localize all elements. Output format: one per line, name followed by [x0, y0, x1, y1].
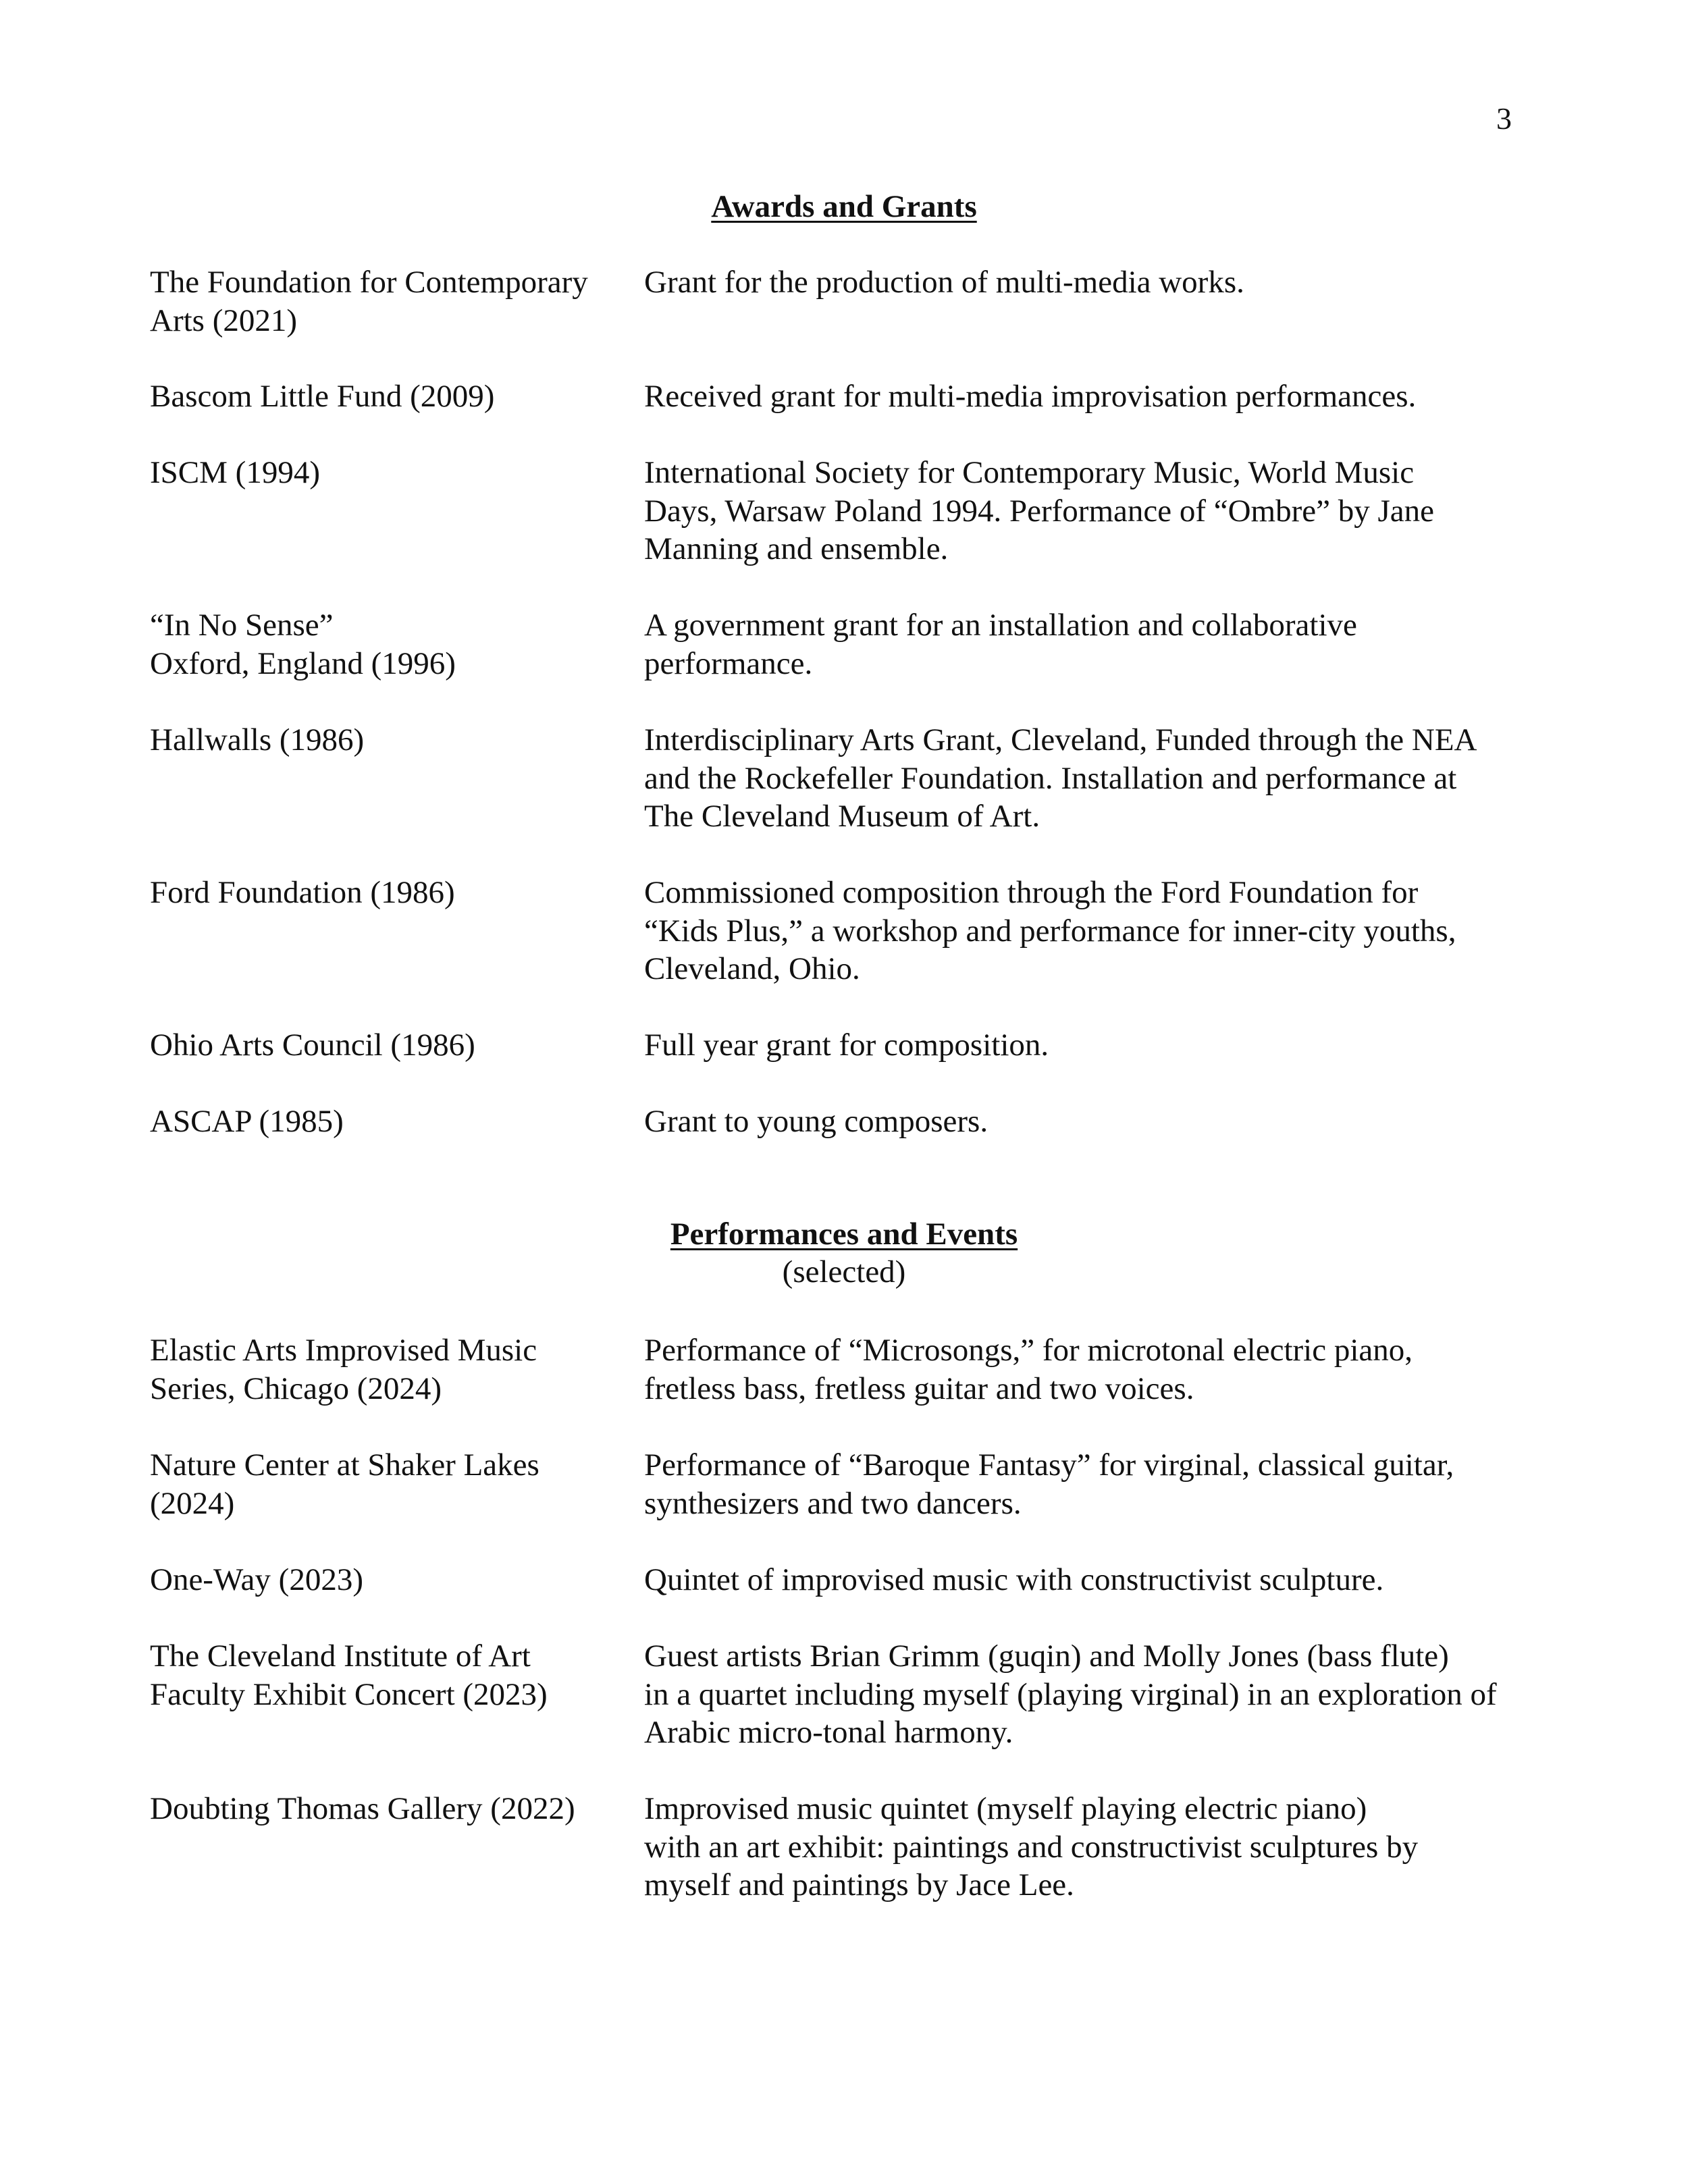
award-name: Ohio Arts Council (1986) — [150, 1028, 475, 1063]
award-description: Full year grant for composition. — [644, 1028, 1049, 1063]
award-name: ASCAP (1985) — [150, 1104, 344, 1139]
award-name: Ford Foundation (1986) — [150, 875, 455, 910]
award-description: Grant for the production of multi-media works. — [644, 265, 1244, 300]
page-number: 3 — [1496, 101, 1512, 136]
performance-description: Improvised music quintet (myself playing electric piano) with an art exhibit: paintings and constructivist sculptures by myself and paintings by Jace Lee. — [644, 1791, 1419, 1902]
award-name: Bascom Little Fund (2009) — [150, 379, 495, 414]
awards-list — [150, 263, 1541, 1143]
award-entry — [150, 606, 1541, 721]
award-description: A government grant for an installation and collaborative performance. — [644, 608, 1357, 681]
award-entry — [150, 1026, 1541, 1102]
performance-entry — [150, 1446, 1541, 1561]
award-name: Hallwalls (1986) — [150, 722, 365, 757]
award-description: Commissioned composition through the Ford Foundation for “Kids Plus,” a workshop and performance for inner-city youths, Cleveland, Ohio. — [644, 875, 1456, 986]
award-name: The Foundation for Contemporary Arts (2021) — [150, 265, 588, 338]
award-entry — [150, 454, 1541, 606]
performance-description: Quintet of improvised music with constructivist sculpture. — [644, 1562, 1384, 1597]
performances-list — [150, 1331, 1541, 1905]
award-name: “In No Sense” Oxford, England (1996) — [150, 608, 456, 681]
performance-venue: The Cleveland Institute of Art Faculty Exhibit Concert (2023) — [150, 1639, 548, 1712]
award-description: Grant to young composers. — [644, 1104, 988, 1139]
award-entry — [150, 721, 1541, 874]
performance-entry — [150, 1790, 1541, 1905]
award-description: Received grant for multi-media improvisation performances. — [644, 379, 1417, 414]
award-description: Interdisciplinary Arts Grant, Cleveland, Funded through the NEA and the Rockefeller Foundation. Installation and performance at The Cleveland Museum of Art. — [644, 722, 1477, 834]
performance-venue: Elastic Arts Improvised Music Series, Chicago (2024) — [150, 1333, 537, 1406]
performance-entry — [150, 1331, 1541, 1446]
award-entry — [150, 1102, 1541, 1143]
award-entry — [150, 874, 1541, 1026]
award-entry — [150, 263, 1541, 377]
performance-entry — [150, 1561, 1541, 1637]
awards-heading: Awards and Grants — [711, 189, 977, 224]
performance-entry — [150, 1637, 1541, 1790]
performance-venue: Nature Center at Shaker Lakes (2024) — [150, 1447, 539, 1521]
performance-venue: Doubting Thomas Gallery (2022) — [150, 1791, 575, 1826]
award-entry — [150, 377, 1541, 454]
award-name: ISCM (1994) — [150, 455, 320, 490]
award-description: International Society for Contemporary Music, World Music Days, Warsaw Poland 1994. Performance of “Ombre” by Jane Manning and ensemble. — [644, 455, 1434, 566]
performance-description: Performance of “Baroque Fantasy” for virginal, classical guitar, synthesizers and two dancers. — [644, 1447, 1454, 1521]
performance-description: Performance of “Microsongs,” for microtonal electric piano, fretless bass, fretless guitar and two voices. — [644, 1333, 1413, 1406]
performance-venue: One-Way (2023) — [150, 1562, 363, 1597]
performances-subheading: (selected) — [782, 1254, 906, 1289]
performances-heading: Performances and Events — [670, 1217, 1018, 1252]
performance-description: Guest artists Brian Grimm (guqin) and Molly Jones (bass flute) in a quartet including myself (playing virginal) in an exploration of Arabic micro-tonal harmony. — [644, 1639, 1497, 1750]
